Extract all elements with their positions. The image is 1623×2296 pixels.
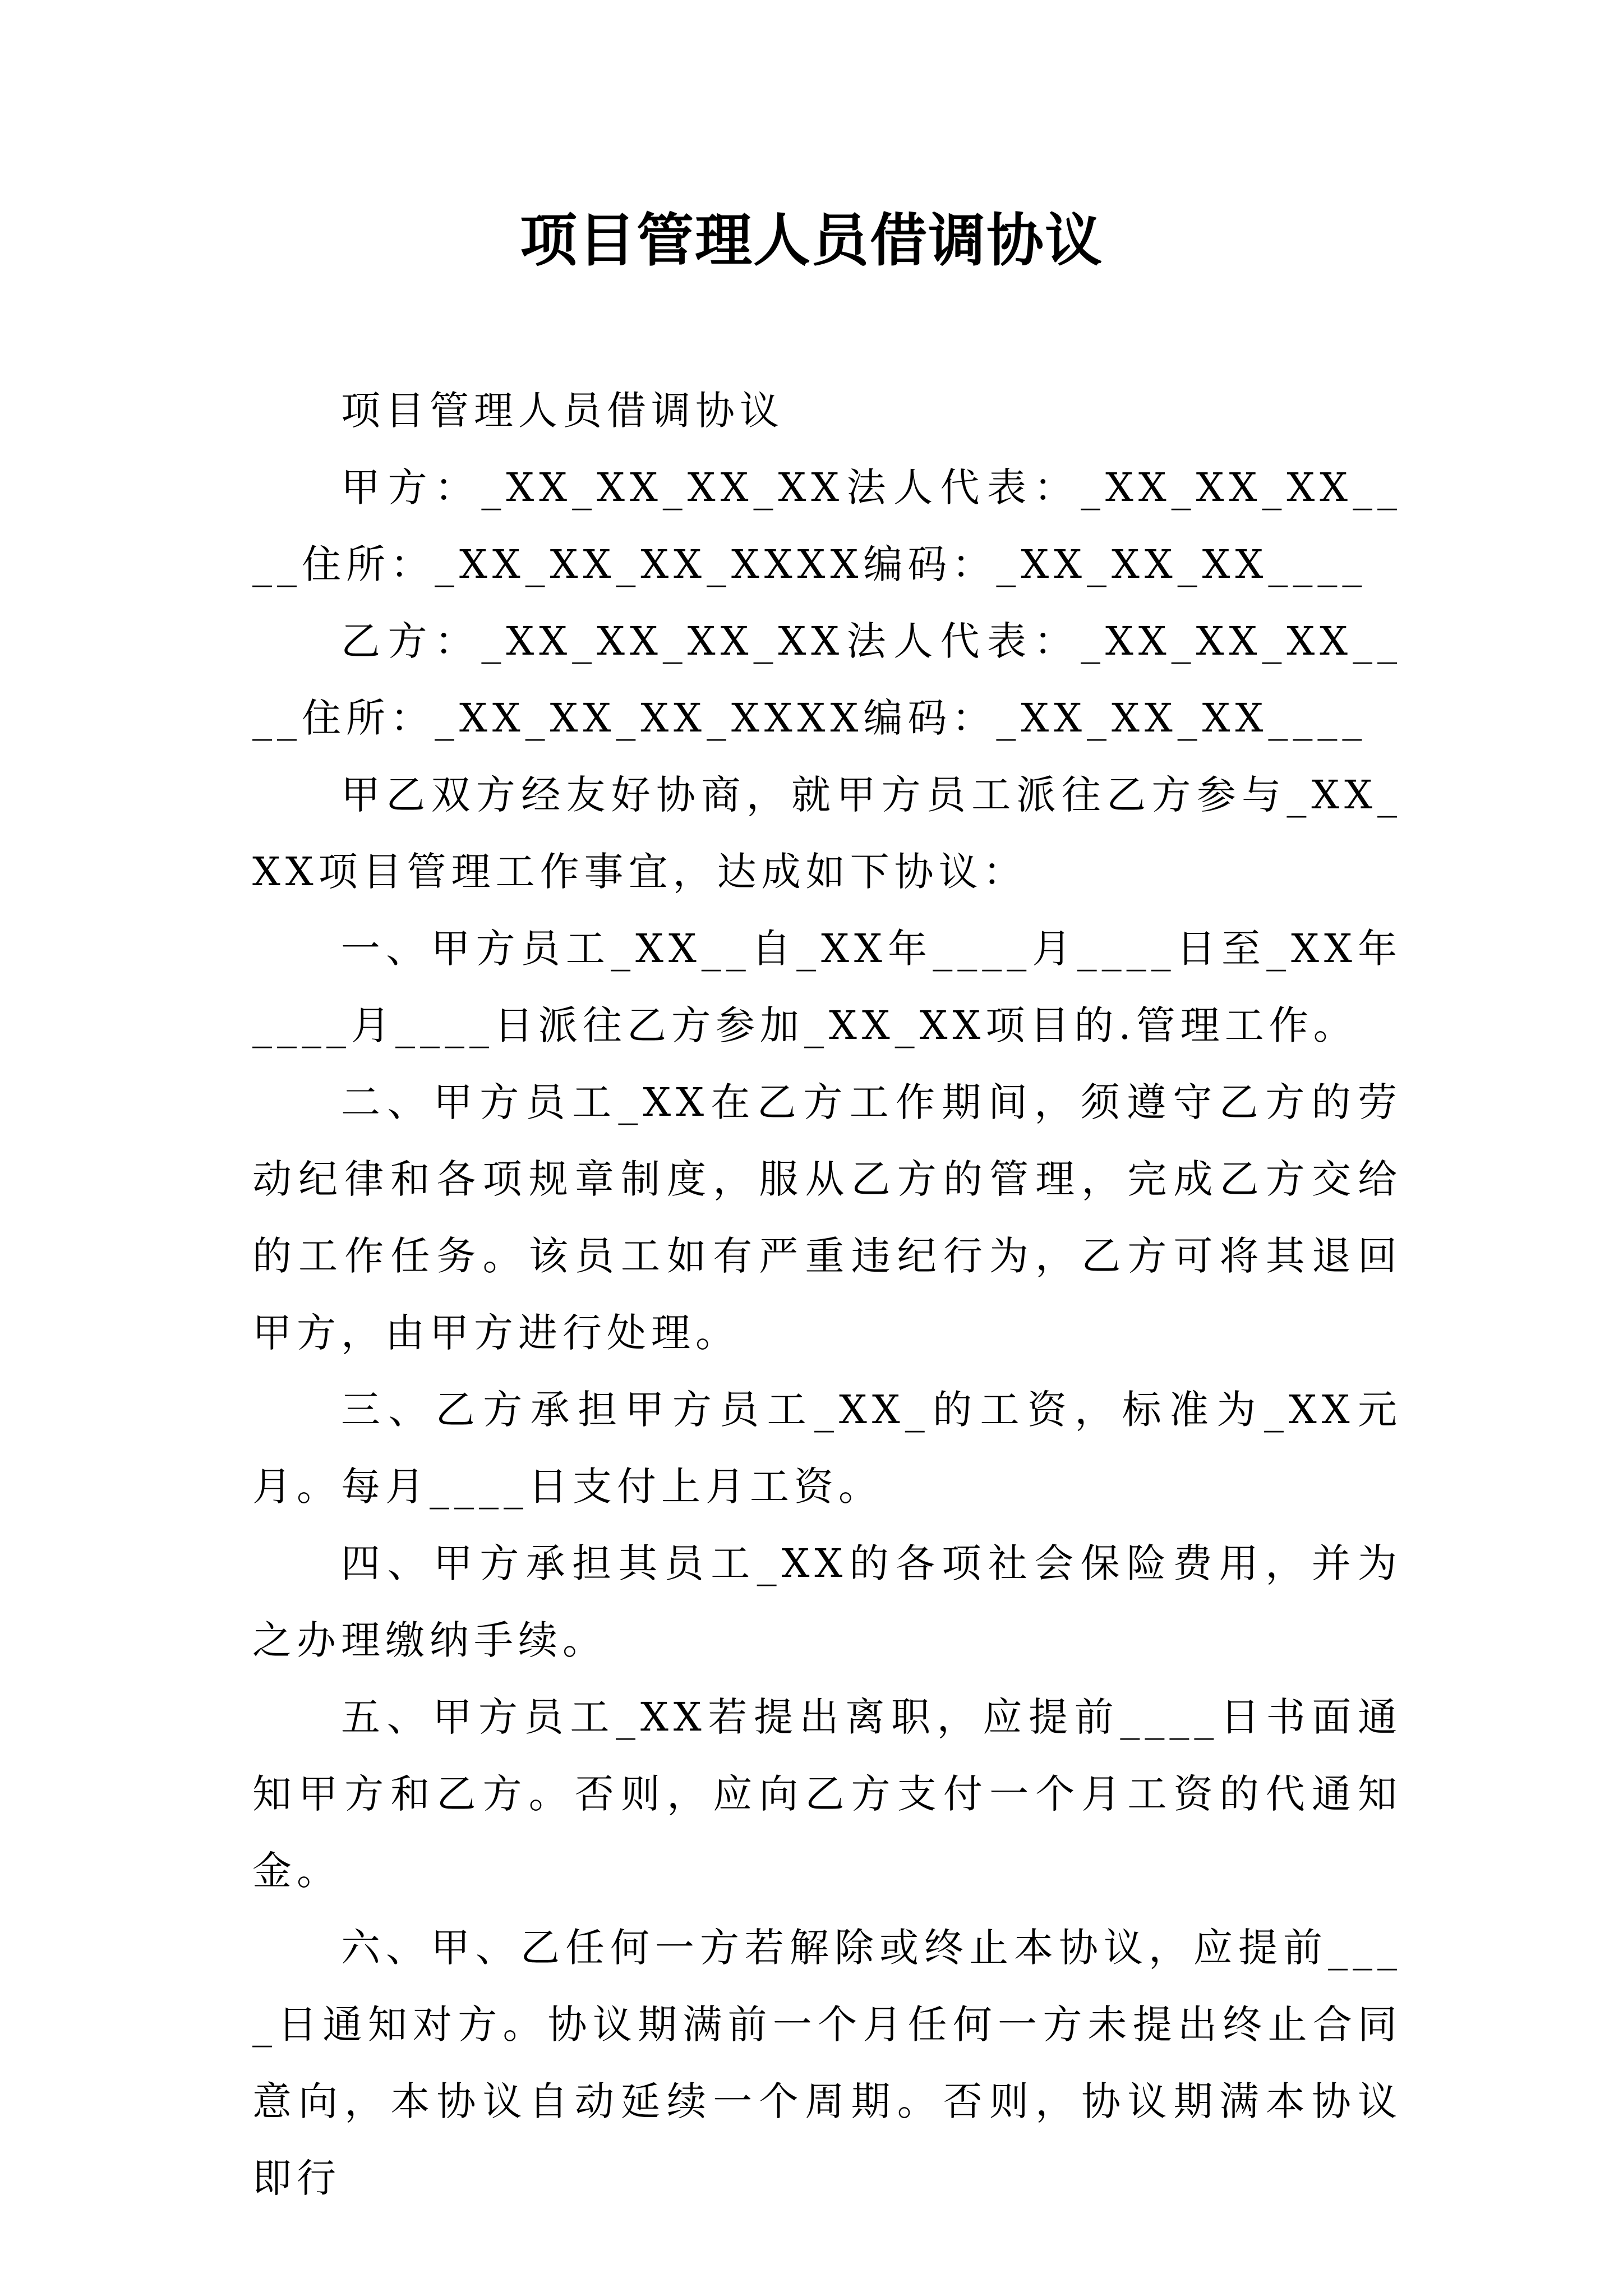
paragraph-clause-4: 四、甲方承担其员工_XX的各项社会保险费用，并为之办理缴纳手续。 (252, 1540, 1402, 1663)
paragraph-clause-2: 二、甲方员工_XX在乙方工作期间，须遵守乙方的劳动纪律和各项规章制度，服从乙方的管理，完成乙方交给的工作任务。该员工如有严重违纪行为，乙方可将其退回甲方，由甲方进行处理。 (252, 1079, 1402, 1356)
document-body (252, 372, 1402, 2217)
paragraph-clause-5: 五、甲方员工_XX若提出离职，应提前____日书面通知甲方和乙方。否则，应向乙方支付一个月工资的代通知金。 (252, 1694, 1402, 1894)
paragraph-preamble: 甲乙双方经友好协商，就甲方员工派往乙方参与_XX_XX项目管理工作事宜，达成如下协议： (252, 772, 1402, 895)
paragraph-clause-1: 一、甲方员工_XX__自_XX年____月____日至_XX年____月____日派往乙方参加_XX_XX项目的.管理工作。 (252, 926, 1402, 1048)
paragraph-party-b: 乙方：_XX_XX_XX_XX法人代表：_XX_XX_XX____住所：_XX_XX_XX_XXXX编码：_XX_XX_XX____ (252, 618, 1402, 741)
document-title: 项目管理人员借调协议 (520, 208, 1103, 274)
paragraph-party-a: 甲方：_XX_XX_XX_XX法人代表：_XX_XX_XX____住所：_XX_XX_XX_XXXX编码：_XX_XX_XX____ (252, 464, 1402, 587)
paragraph-heading: 项目管理人员借调协议 (341, 388, 784, 434)
paragraph-clause-3: 三、乙方承担甲方员工_XX_的工资，标准为_XX元月。每月____日支付上月工资。 (252, 1387, 1402, 1510)
paragraph-clause-6: 六、甲、乙任何一方若解除或终止本协议，应提前____日通知对方。协议期满前一个月任何一方未提出终止合同意向，本协议自动延续一个周期。否则，协议期满本协议即行 (252, 1925, 1402, 2201)
